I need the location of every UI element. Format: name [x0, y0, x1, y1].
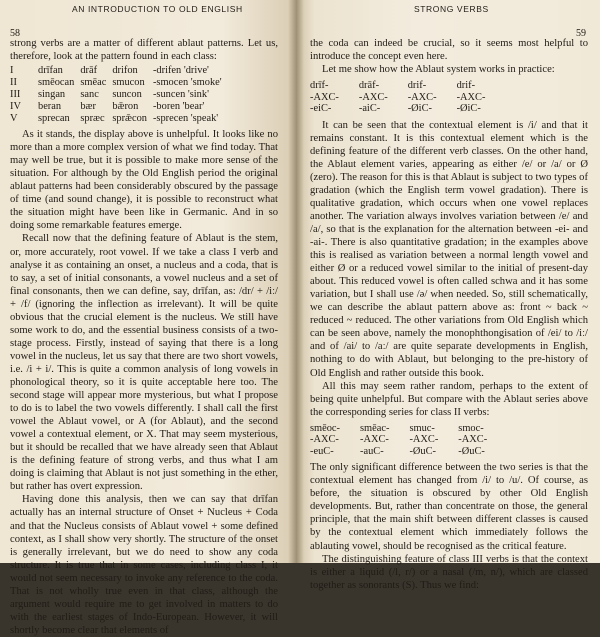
formula-row: [310, 446, 507, 458]
paradigm-cell: I: [10, 65, 14, 77]
paragraph: The distinguishing feature of class III verbs is that the context is either a liquid (/l, r/) or a nasal (/m, n/), which are classed together as sonorants (S). Thus we find:: [310, 553, 588, 591]
paragraph: The only significant difference between the two series is that the contextual element has changed from /i/ to /u/. Of course, as before, the situation is obscured by other Old English developments. But, rather than concentrate on those, the general principle, that the main shift between different classes is caused by the contextual element which immediately follows the ablauting vowel, should be recognised as the critical feature.: [310, 462, 588, 552]
formula-cell: drif-: [407, 80, 427, 92]
formula-cell: -AXC-: [458, 434, 488, 446]
formula-cell: smēac-: [360, 422, 390, 434]
right-page: [296, 0, 600, 591]
book-gutter: [288, 0, 304, 563]
paradigm-cell: singan: [38, 89, 66, 101]
formula-row: [310, 80, 505, 92]
left-text-column: [10, 37, 278, 637]
running-head: STRONG VERBS: [414, 4, 489, 14]
paragraph: It can be seen that the contextual element is /i/ and that it remains constant. It is this contextual element which is the defining feature of the different verb classes. On the other hand, the Ablaut element varies, appearing as either /e/ or /a/ or Ø (zero). The reason for this is that Ablaut is subject to two types of gradation (which the English term vowel gradation). There is qualitative gradation, which occurs when one vowel replaces another. The variation always involves variation between /e/ and /a/, so that is the explanation for the alternation between -ei- and -ai-. There is also quantitative gradation; in the examples above this is realised as variation between a normal length vowel and either Ø or a reduced vowel similar to the initial of present-day about. This reduced vowel is often called schwa and it has some variation, but I shall use /ə/ when needed. So, still schematically, we can describe the ablaut pattern above as: front ~ back ~ reduced ~ reduced. The other variations from Old English which can be seen above, namely the monophthongisation of /ei/ to /iː/ and of /ai/ to /aː/ are quite separate developments in English, nothing to do with Ablaut, but belonging to the pre-history of Old English and rather outside this book.: [310, 119, 588, 379]
formula-cell: drīf-: [310, 80, 329, 92]
paradigm-cell: smucon: [112, 77, 145, 89]
formula-row: [310, 92, 505, 104]
paradigm-cell: -suncen 'sink': [152, 89, 209, 101]
paradigm-table: [10, 65, 228, 125]
formula-cell: -AXC-: [407, 91, 437, 103]
formula-row: [310, 434, 507, 446]
paradigm-cell: IV: [10, 101, 21, 113]
intro-paragraph: the coda can indeed be crucial, so it seems most helpful to introduce the concept even here.: [310, 38, 588, 63]
paradigm-cell: suncon: [112, 89, 142, 101]
paradigm-cell: spræc: [80, 113, 105, 125]
right-text-column: [310, 37, 588, 592]
formula-cell: -ØiC-: [456, 103, 481, 115]
paradigm-cell: bǣron: [112, 101, 139, 113]
paradigm-cell: drāf: [80, 65, 98, 77]
formula-row: [310, 103, 505, 115]
formula-cell: smēoc-: [310, 422, 341, 434]
formula-row: [310, 423, 507, 435]
paradigm-row: [10, 65, 228, 77]
left-page: [0, 0, 296, 636]
paradigm-cell: -drifen 'drive': [152, 65, 209, 77]
paradigm-cell: V: [10, 113, 18, 125]
paradigm-cell: sprǣcon: [112, 113, 147, 125]
paradigm-cell: sanc: [80, 89, 99, 101]
running-head: AN INTRODUCTION TO OLD ENGLISH: [72, 4, 243, 14]
paradigm-row: [10, 113, 228, 125]
page-number: 58: [10, 28, 20, 39]
formula-cell: smuc-: [409, 422, 435, 434]
page-number: 59: [576, 28, 586, 39]
formula-cell: drāf-: [358, 80, 380, 92]
formula-cell: -AXC-: [456, 91, 486, 103]
paradigm-cell: -sprecen 'speak': [152, 113, 219, 125]
paragraph: Recall now that the defining feature of Ablaut is the stem, or, more accurately, root vowel. If we take a class I verb and analyse it as containing an onset, a nucleus and a coda, that is to say, a set of initial consonants, a vowel nucleus and a set of final consonants, then we can define, say, drīfan, as: /dr/ + /iː/ + /f/ (ignoring the inflection as irrelevant). It will be quite obvious that the crucial element is the nucleus. We still have some work to do, and the essential business consists of a two-stage process. Firstly, instead of saying that there is a long vowel in the nucleus, let us say that there are two short vowels, i.e. /i + i/. This is quite a common analysis of long vowels in phonological theory, so it is quite acceptable here too. The second stage will appear more mysterious, but what I propose to do is to label the two vowels differently. I shall call the first vowel the Ablaut vowel, or A (for Ablaut), and the second vowel a contextual element, or X. That may seem mysterious, but it should be recalled that we have already seen that Ablaut is the defining feature of strong verbs, and thus what I am doing is claiming that Ablaut is not just something in the ether, but rather has overt expression.: [10, 233, 278, 493]
formula-cell: -ØuC-: [409, 445, 436, 457]
formula-cell: -euC-: [310, 445, 334, 457]
lead-line: Let me show how the Ablaut system works in practice:: [322, 64, 555, 76]
paradigm-cell: II: [10, 77, 17, 89]
paradigm-row: [10, 89, 228, 101]
paragraph: As it stands, the display above is unhelpful. It looks like no more than a more complex version of what we find today. That may well be true, but it is possible to make more sense of the situation. For although by the Old English period the original ablaut patterns had been considerably obscured by the passage of time (and sound change), it is possible to reconstruct what the situation might have been like in Germanic. And in so doing some remarkable features emerge.: [10, 129, 278, 232]
formula-cell: -AXC-: [310, 434, 339, 446]
paradigm-cell: smēocan: [38, 77, 75, 89]
paradigm-cell: drifon: [112, 65, 138, 77]
formula-cell: -AXC-: [358, 91, 388, 103]
paragraph: All this may seem rather random, perhaps to the extent of being quite unhelpful. But compare with the Ablaut series above the corresponding series for class II verbs:: [310, 380, 588, 418]
formula-cell: -AXC-: [310, 91, 339, 103]
paradigm-cell: drīfan: [38, 65, 63, 77]
formula-cell: -AXC-: [360, 434, 389, 446]
paradigm-row: [10, 101, 228, 113]
formula-cell: -AXC-: [409, 434, 439, 446]
intro-paragraph: strong verbs are a matter of different ablaut patterns. Let us, therefore, look at the pattern found in each class:: [10, 38, 278, 63]
paradigm-cell: -smocen 'smoke': [152, 77, 222, 89]
formula-cell: -auC-: [360, 445, 384, 457]
paradigm-cell: III: [10, 89, 21, 101]
paragraph: Having done this analysis, then we can say that drīfan actually has an internal structure of Onset + Nucleus + Coda and that the Nucleus consists of Ablaut vowel + some defined context, as I shall show very shortly. The structure of the onset is generally irrelevant, but we do need to show any coda structure. It is true that in some cases, including class I, it would not seem necessary to invoke any reference to the coda. That is not wholly true even in that class, although the argument would require me to get involved in matters to do with the earliest stages of Indo-European. However, it will shortly become clear that elements of: [10, 494, 278, 636]
formula-cell: drif-: [456, 80, 476, 92]
formula-cell: smoc-: [458, 422, 484, 434]
ablaut-formula-table: [310, 423, 507, 458]
paradigm-cell: beran: [38, 101, 62, 113]
paradigm-cell: smēac: [80, 77, 107, 89]
formula-cell: -eiC-: [310, 103, 332, 115]
paradigm-row: [10, 77, 228, 89]
paradigm-cell: bær: [80, 101, 96, 113]
ablaut-formula-table: [310, 80, 505, 115]
formula-cell: -ØiC-: [407, 103, 432, 115]
formula-cell: -ØuC-: [458, 445, 485, 457]
formula-cell: -aiC-: [358, 103, 381, 115]
paradigm-cell: sprecan: [38, 113, 70, 125]
paradigm-cell: -boren 'bear': [152, 101, 205, 113]
